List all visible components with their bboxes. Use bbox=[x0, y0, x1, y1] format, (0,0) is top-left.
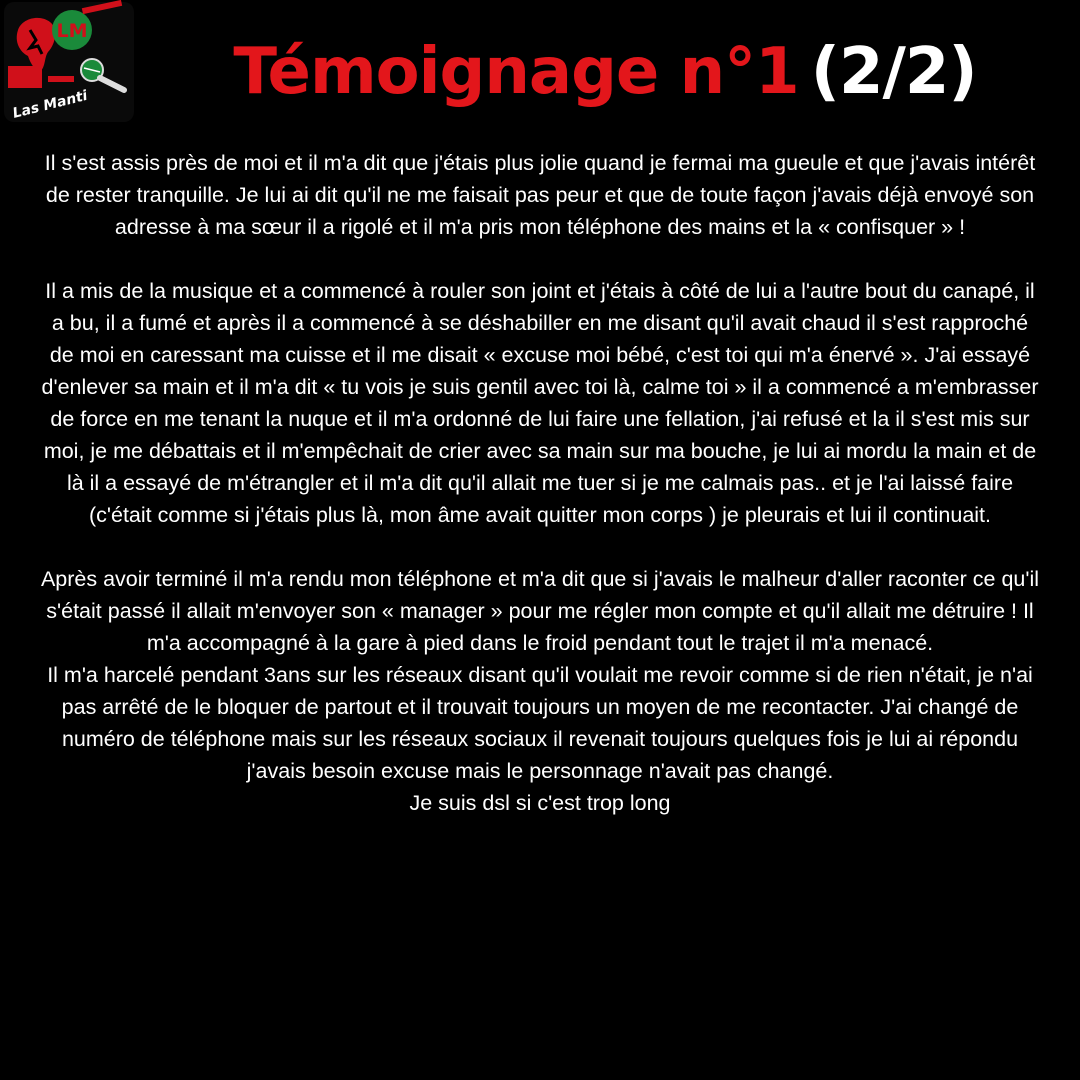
title-part-indicator: (2/2) bbox=[810, 35, 977, 109]
paragraph-spacer bbox=[40, 243, 1040, 275]
logo-red-block bbox=[8, 66, 42, 88]
logo-brand-text: Las Manti bbox=[11, 87, 90, 122]
page-title bbox=[150, 30, 1060, 114]
las-manti-logo bbox=[0, 0, 150, 135]
paragraph-spacer bbox=[40, 531, 1040, 563]
testimony-paragraph-2: Il a mis de la musique et a commencé à rouler son joint et j'étais à côté de lui a l'autre bout du canapé, il a bu, il a fumé et après il a commencé à se déshabiller en me disant qu'il avait chaud il s'est rapproché de moi en caressant ma cuisse et il me disait « excuse moi bébé, c'est toi qui m'a énervé ». J'ai essayé d'enlever sa main et il m'a dit « tu vois je suis gentil avec toi là, calme toi » il a commencé a m'embrasser de force en me tenant la nuque et il m'a ordonné de lui faire une fellation, j'ai refusé et la il s'est mis sur moi, je me débattais et il m'empêchait de crier avec sa main sur ma bouche, je lui ai mordu la main et de là il a essayé de m'étrangler et il m'a dit qu'il allait me tuer si je me calmais pas.. et je l'ai laissé faire (c'était comme si j'étais plus là, mon âme avait quitter mon corps ) je pleurais et lui il continuait. bbox=[41, 279, 1039, 527]
testimony-paragraph-3: Après avoir terminé il m'a rendu mon téléphone et m'a dit que si j'avais le malheur d'aller raconter ce qu'il s'était passé il allait m'envoyer son « manager » pour me régler mon compte et qu'il allait me détruire ! Il m'a accompagné à la gare à pied dans le froid pendant tout le trajet il m'a menacé. bbox=[40, 567, 1040, 655]
title-main: Témoignage n°1 bbox=[233, 35, 799, 109]
testimony-paragraph-4: Il m'a harcelé pendant 3ans sur les réseaux disant qu'il voulait me revoir comme si de rien n'était, je n'ai pas arrêté de le bloquer de partout et il trouvait toujours un moyen de me recontacter. J'ai changé de numéro de téléphone mais sur les réseaux sociaux il revenait toujours quelques fois je lui ai répondu j'avais besoin excuse mais le personnage n'avait pas changé. bbox=[47, 663, 1033, 783]
logo-red-bar bbox=[48, 76, 74, 82]
testimony-text bbox=[40, 147, 1040, 819]
testimony-closing: Je suis dsl si c'est trop long bbox=[409, 791, 671, 815]
testimony-paragraph-1: Il s'est assis près de moi et il m'a dit que j'étais plus jolie quand je fermai ma gueule et que j'avais intérêt de rester tranquille. Je lui ai dit qu'il ne me faisait pas peur et que de toute façon j'avais déjà envoyé son adresse à ma sœur il a rigolé et il m'a pris mon téléphone des mains et la « confisquer » ! bbox=[44, 151, 1036, 239]
logo-initials: LM bbox=[56, 20, 88, 42]
logo-graphic bbox=[0, 0, 150, 135]
